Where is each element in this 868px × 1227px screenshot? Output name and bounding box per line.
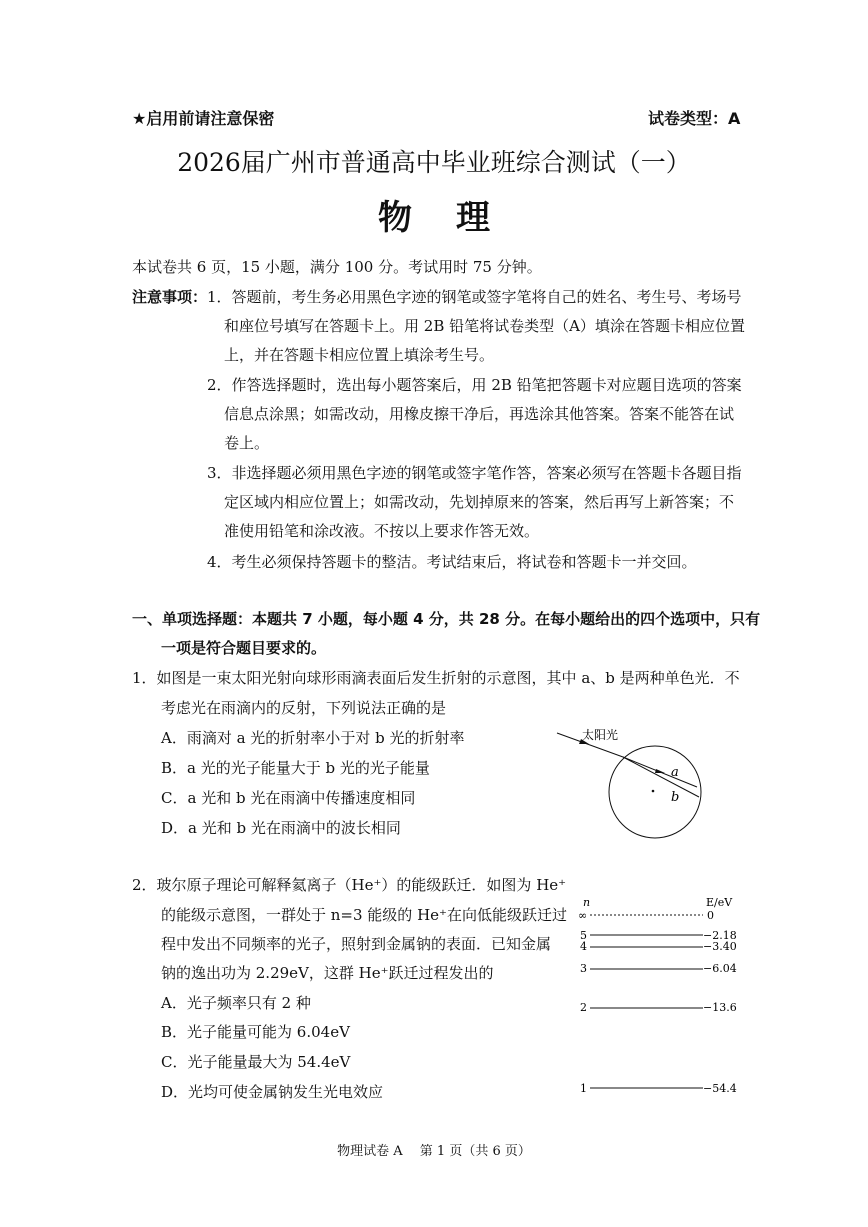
- section-heading-cont: 一项是符合题目要求的。: [161, 639, 327, 657]
- label-a: a: [671, 765, 679, 780]
- level-2: [580, 1001, 737, 1014]
- subject-title: 物理: [378, 198, 534, 238]
- center-dot: [652, 790, 655, 793]
- level-n-label: ∞: [578, 909, 588, 922]
- level-1: [580, 1082, 737, 1095]
- q2-option-d: D．光均可使金属钠发生光电效应: [161, 1083, 384, 1101]
- q2-option-a: A．光子频率只有 2 种: [161, 994, 311, 1012]
- level-energy-label: −3.40: [703, 940, 737, 953]
- note-line: 4．考生必须保持答题卡的整洁。考试结束后，将试卷和答题卡一并交回。: [207, 553, 697, 571]
- q2-stem-cont: 的能级示意图，一群处于 n=3 能级的 He⁺在向低能级跃迁过: [161, 906, 567, 924]
- level-energy-label: −6.04: [703, 962, 737, 975]
- q1-option-a: A．雨滴对 a 光的折射率小于对 b 光的折射率: [161, 729, 465, 747]
- q1-option-b: B．a 光的光子能量大于 b 光的光子能量: [161, 759, 430, 777]
- note-line: 3．非选择题必须用黑色字迹的钢笔或签字笔作答，答案必须写在答题卡各题目指: [207, 464, 742, 482]
- ray-arrow: [655, 769, 665, 773]
- note-line: 卷上。: [224, 434, 270, 452]
- page-footer: 物理试卷 A 第 1 页（共 6 页）: [337, 1144, 531, 1159]
- level-energy-label: −54.4: [703, 1082, 737, 1095]
- energy-level-diagram: [570, 892, 745, 1102]
- paper-type: 试卷类型：A: [648, 109, 741, 128]
- exam-intro: 本试卷共 6 页，15 小题，满分 100 分。考试用时 75 分钟。: [132, 258, 542, 276]
- n-axis-label: n: [583, 896, 591, 909]
- raindrop-figure: [555, 725, 720, 840]
- level-energy-label: −13.6: [703, 1001, 737, 1014]
- sunlight-label: 太阳光: [582, 728, 619, 742]
- q2-option-b: B．光子能量可能为 6.04eV: [161, 1023, 350, 1041]
- level-n-label: 2: [580, 1001, 587, 1014]
- note-line: 2．作答选择题时，选出每小题答案后，用 2B 铅笔把答题卡对应题目选项的答案: [207, 376, 742, 394]
- ray-b: [623, 757, 699, 797]
- level-n-label: 3: [580, 962, 587, 975]
- level-energy-label: −2.18: [703, 929, 737, 942]
- confidential-note: ★启用前请注意保密: [132, 109, 275, 128]
- exam-title: 2026届广州市普通高中毕业班综合测试（一）: [177, 148, 691, 177]
- q1-option-c: C．a 光和 b 光在雨滴中传播速度相同: [161, 789, 416, 807]
- q1-stem-cont: 考虑光在雨滴内的反射，下列说法正确的是: [161, 699, 447, 717]
- q1-stem: 1．如图是一束太阳光射向球形雨滴表面后发生折射的示意图，其中 a、b 是两种单色光．不: [132, 669, 740, 687]
- section-heading: 一、单项选择题：本题共 7 小题，每小题 4 分，共 28 分。在每小题给出的四个选项中，只有: [132, 610, 761, 628]
- note-line: 和座位号填写在答题卡上。用 2B 铅笔将试卷类型（A）填涂在答题卡相应位置: [224, 317, 745, 335]
- level-energy-label: 0: [707, 909, 714, 922]
- note-line: 上，并在答题卡相应位置上填涂考生号。: [224, 346, 495, 364]
- level-n-label: 1: [580, 1082, 587, 1095]
- q2-stem-cont: 钠的逸出功为 2.29eV，这群 He⁺跃迁过程发出的: [161, 964, 494, 982]
- level-4: [580, 940, 737, 953]
- level-n-label: 5: [580, 929, 587, 942]
- q2-option-c: C．光子能量最大为 54.4eV: [161, 1053, 351, 1071]
- label-b: b: [671, 790, 680, 805]
- q1-option-d: D．a 光和 b 光在雨滴中的波长相同: [161, 819, 401, 837]
- notes-label: 注意事项：: [132, 288, 208, 306]
- energy-axis-label: E/eV: [706, 896, 733, 909]
- note-line: 定区域内相应位置上；如需改动，先划掉原来的答案，然后再写上新答案；不: [224, 493, 735, 511]
- raindrop-circle: [609, 746, 701, 838]
- q2-stem-cont: 程中发出不同频率的光子，照射到金属钠的表面．已知金属: [161, 935, 552, 953]
- note-line: 准使用铅笔和涂改液。不按以上要求作答无效。: [224, 522, 540, 540]
- note-line: 信息点涂黑；如需改动，用橡皮擦干净后，再选涂其他答案。答案不能答在试: [224, 405, 735, 423]
- level-n-label: 4: [580, 940, 587, 953]
- note-line: 1．答题前，考生务必用黑色字迹的钢笔或签字笔将自己的姓名、考生号、考场号: [207, 288, 742, 306]
- level-infinity: [578, 909, 714, 922]
- level-3: [580, 962, 737, 975]
- q2-stem: 2．玻尔原子理论可解释氦离子（He⁺）的能级跃迁．如图为 He⁺: [132, 876, 567, 894]
